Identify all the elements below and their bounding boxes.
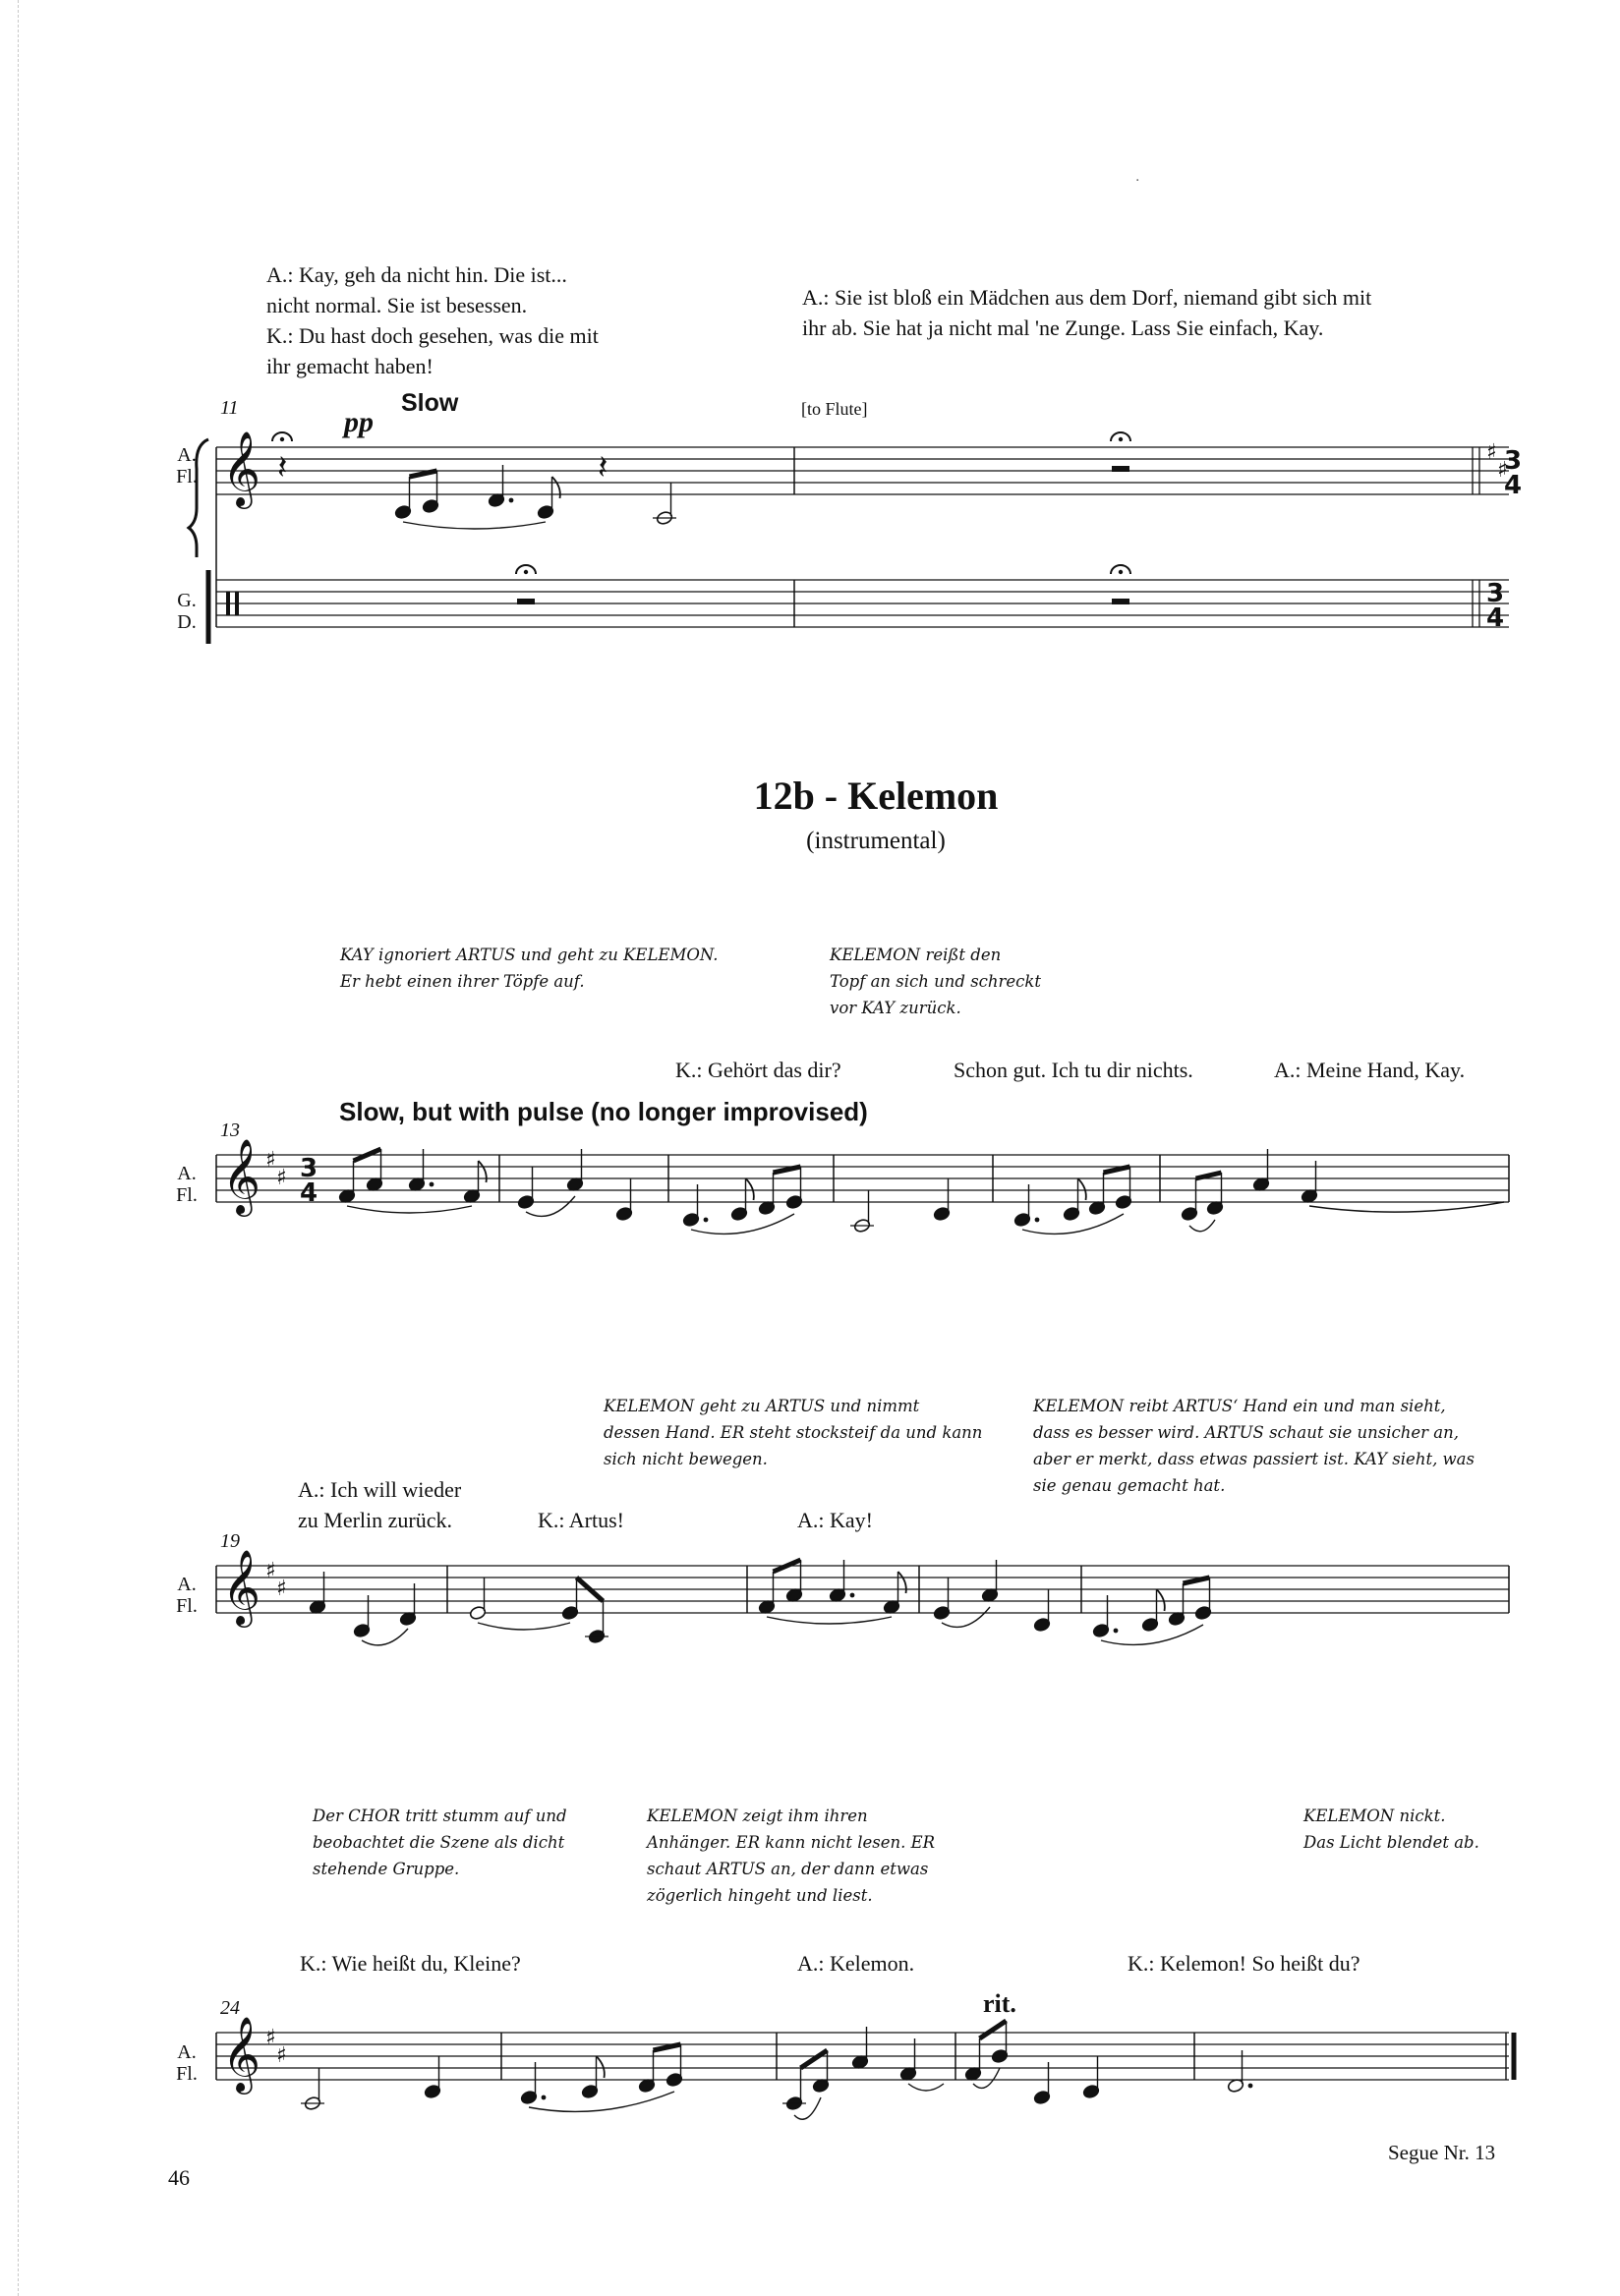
bar-number-11: 11	[220, 397, 239, 419]
percussion-clef-icon	[226, 592, 230, 615]
sharp-f-icon: ♯	[265, 2026, 276, 2050]
cue-to-flute: [to Flute]	[801, 399, 868, 419]
sharp-c-icon: ♯	[1497, 458, 1508, 483]
note-beam	[1184, 1578, 1210, 1583]
instrument-label-alto-flute-4: A. Fl.	[176, 2041, 198, 2085]
note-flag	[898, 1572, 906, 1593]
segue-marker: Segue Nr. 13	[1388, 2141, 1496, 2164]
instrument-label-guitar-drums: G. D.	[177, 590, 197, 633]
time-signature-numerator: 3	[1486, 579, 1505, 608]
percussion-clef-icon	[235, 592, 239, 615]
slur	[1309, 1202, 1504, 1212]
page-number: 46	[168, 2165, 190, 2190]
note-beam	[801, 2050, 828, 2068]
dialog-kay-9: K.: Wie heißt du, Kleine?	[300, 1951, 521, 1976]
half-rest-icon	[1112, 466, 1129, 472]
augmentation-dot	[1248, 2084, 1253, 2089]
note-beam	[774, 1167, 801, 1173]
tempo-slow-with-pulse: Slow, but with pulse (no longer improvised)	[339, 1097, 868, 1126]
note-beam	[1196, 1173, 1222, 1178]
bar-number-24: 24	[220, 1997, 240, 2019]
note-beam	[654, 2044, 681, 2050]
dialog-artus-8: A.: Kay!	[797, 1508, 873, 1532]
augmentation-dot	[704, 1218, 709, 1223]
note-beam	[410, 471, 437, 477]
dialog-kay-4: Schon gut. Ich tu dir nichts.	[954, 1058, 1193, 1082]
fermata-dot	[1119, 437, 1123, 441]
scan-speck: ·	[1135, 173, 1140, 189]
half-rest-icon	[1112, 599, 1129, 604]
instrument-label-alto-flute-2: A. Fl.	[176, 1163, 198, 1206]
time-signature-denominator: 4	[300, 1178, 318, 1208]
stage-direction-7: KELEMON nickt. Das Licht blendet ab.	[1303, 1807, 1479, 1852]
dialog-artus-10: A.: Kelemon.	[797, 1951, 915, 1976]
instrument-label-alto-flute-3: A. Fl.	[176, 1574, 198, 1617]
dynamic-pp: pp	[344, 406, 374, 438]
note-beam	[1104, 1167, 1130, 1173]
stage-direction-1: KAY ignoriert ARTUS und geht zu KELEMON. Er hebt einen ihrer Töpfe auf.	[340, 946, 719, 991]
sharp-c-icon: ♯	[276, 2043, 287, 2068]
stage-direction-3: KELEMON geht zu ARTUS und nimmt dessen Hand. ER steht stocksteif da und kann sich nicht bewegen.	[604, 1397, 983, 1468]
note-flag	[597, 2056, 605, 2078]
stage-direction-6: KELEMON zeigt ihm ihren Anhänger. ER kann nicht lesen. ER schaut ARTUS an, der dann etwas zögerlich hingeht und liest.	[647, 1807, 936, 1905]
augmentation-dot	[1114, 1629, 1119, 1634]
dialog-kay-11: K.: Kelemon! So heißt du?	[1128, 1951, 1360, 1976]
augmentation-dot	[850, 1593, 855, 1598]
bar-number-13: 13	[220, 1119, 240, 1141]
time-signature-numerator: 3	[300, 1154, 318, 1183]
stage-direction-2: KELEMON reißt den Topf an sich und schreckt vor KAY zurück.	[830, 946, 1042, 1017]
quarter-rest-icon: 𝄽	[277, 448, 288, 488]
slur	[529, 2092, 674, 2111]
instrument-label-alto-flute: A. Fl.	[176, 444, 198, 488]
bar-number-19: 19	[220, 1530, 240, 1552]
time-signature-denominator: 4	[1504, 471, 1523, 500]
note-beam	[980, 2021, 1007, 2038]
augmentation-dot	[1035, 1218, 1040, 1223]
augmentation-dot	[542, 2095, 547, 2100]
dialog-artus-5: A.: Meine Hand, Kay.	[1274, 1058, 1466, 1082]
slur	[478, 1623, 570, 1630]
fermata-dot	[524, 570, 528, 574]
dialog-kay-3: K.: Gehört das dir?	[675, 1058, 841, 1082]
tempo-slow: Slow	[401, 389, 459, 417]
stage-direction-4: KELEMON reibt ARTUS‘ Hand ein und man sieht, dass es besser wird. ARTUS schaut sie unsicher an, aber er merkt, dass etwas passiert ist. KAY sieht, was sie genau gemacht hat.	[1033, 1397, 1475, 1495]
treble-clef-icon: 𝄞	[222, 1138, 261, 1214]
tempo-ritardando: rit.	[983, 1989, 1016, 2018]
note-flag	[479, 1161, 487, 1182]
treble-clef-icon: 𝄞	[222, 430, 261, 506]
augmentation-dot	[430, 1182, 434, 1187]
quarter-rest-icon: 𝄽	[598, 448, 608, 488]
piece-title: 12b - Kelemon	[753, 774, 999, 818]
sharp-c-icon: ♯	[276, 1166, 287, 1190]
treble-clef-icon: 𝄞	[222, 2016, 261, 2092]
slur	[767, 1617, 892, 1624]
dialog-artus-kay-1: A.: Kay, geh da nicht hin. Die ist... nicht normal. Sie ist besessen. K.: Du hast doch gesehen, was die mit ihr gemacht haben!	[266, 262, 599, 378]
dialog-artus-6: A.: Ich will wieder zu Merlin zurück.	[298, 1477, 462, 1532]
dialog-artus-2: A.: Sie ist bloß ein Mädchen aus dem Dorf, niemand gibt sich mit ihr ab. Sie hat ja nicht mal 'ne Zunge. Lass Sie einfach, Kay.	[802, 285, 1372, 340]
time-signature-denominator: 4	[1486, 603, 1505, 633]
slur	[908, 2084, 944, 2091]
slur	[403, 522, 546, 529]
stage-direction-5: Der CHOR tritt stumm auf und beobachtet die Szene als dicht stehende Gruppe.	[313, 1807, 567, 1878]
slur	[1189, 1220, 1215, 1232]
dialog-kay-7: K.: Artus!	[538, 1508, 624, 1532]
sharp-f-icon: ♯	[265, 1148, 276, 1173]
augmentation-dot	[509, 498, 514, 503]
piece-subtitle: (instrumental)	[806, 828, 946, 854]
note-flag	[746, 1178, 754, 1200]
half-rest-icon	[517, 599, 535, 604]
sharp-f-icon: ♯	[1486, 440, 1497, 465]
sharp-f-icon: ♯	[265, 1559, 276, 1583]
note-flag	[552, 477, 560, 498]
slur	[347, 1206, 472, 1213]
fermata-dot	[1119, 570, 1123, 574]
treble-clef-icon: 𝄞	[222, 1549, 261, 1625]
time-signature-numerator: 3	[1504, 446, 1523, 476]
sharp-c-icon: ♯	[276, 1577, 287, 1601]
note-flag	[1078, 1178, 1086, 1200]
note-flag	[1157, 1589, 1165, 1611]
fermata-dot	[280, 437, 284, 441]
